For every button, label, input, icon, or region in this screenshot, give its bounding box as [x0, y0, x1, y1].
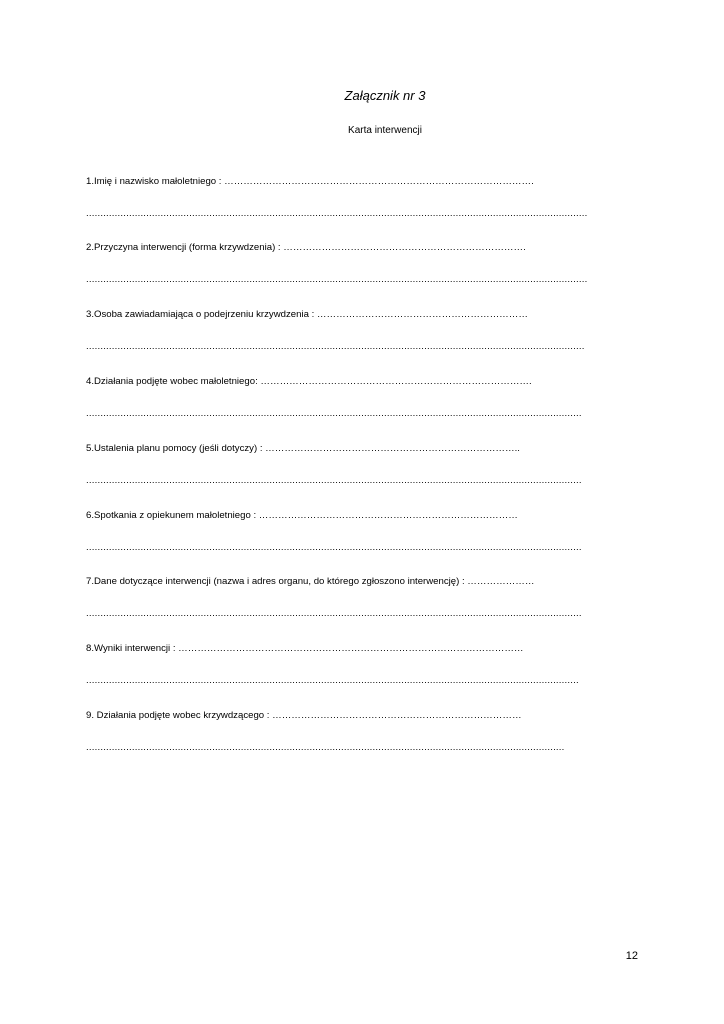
answer-line-5: .............................................................................................................................................................................	[86, 475, 582, 486]
question-4: 4.Działania podjęte wobec małoletniego: ………………………………………………………………………….	[86, 376, 532, 387]
question-5: 5.Ustalenia planu pomocy (jeśli dotyczy) : ……………………………………………………………………..	[86, 443, 520, 454]
page-number: 12	[625, 950, 638, 962]
answer-line-1: ...............................................................................................................................................................................	[86, 208, 588, 219]
question-1: 1.Imię i nazwisko małoletniego : …………………………………………………………………………………….	[86, 176, 534, 187]
question-7: 7.Dane dotyczące interwencji (nazwa i adres organu, do którego zgłoszono interwencję) : …………………	[86, 576, 535, 587]
answer-line-4: .............................................................................................................................................................................	[86, 408, 582, 419]
question-3: 3.Osoba zawiadamiająca o podejrzeniu krzywdzenia : …………………………………………………………	[86, 309, 528, 320]
answer-line-7: .............................................................................................................................................................................	[86, 608, 582, 619]
answer-line-8: ............................................................................................................................................................................	[86, 675, 579, 686]
answer-line-2: ...............................................................................................................................................................................	[86, 274, 588, 285]
document-heading: Załącznik nr 3	[344, 88, 426, 103]
document-subheading: Karta interwencji	[348, 125, 422, 136]
question-6: 6.Spotkania z opiekunem małoletniego : ………………………………………………………………………	[86, 510, 518, 521]
answer-line-6: .............................................................................................................................................................................	[86, 542, 582, 553]
answer-line-3: ..............................................................................................................................................................................	[86, 341, 585, 352]
question-9: 9. Działania podjęte wobec krzywdzącego : ……………………………………………………………………	[86, 710, 522, 721]
question-8: 8.Wyniki interwencji : ………………………………………………………………………………………………	[86, 643, 524, 654]
answer-line-9: .......................................................................................................................................................................	[86, 742, 565, 753]
question-2: 2.Przyczyna interwencji (forma krzywdzenia) : ………………………………………………………………….	[86, 242, 526, 253]
